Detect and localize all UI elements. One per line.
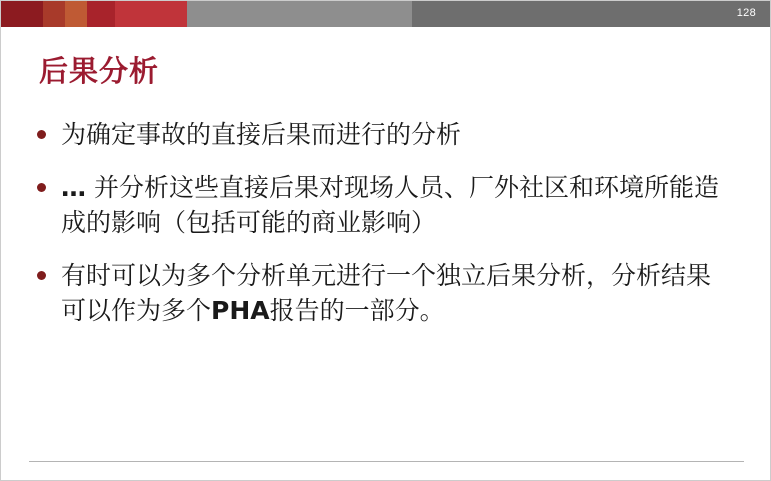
page-title: 后果分析 <box>39 54 160 88</box>
bullet-text-3-part-1: PHA <box>211 296 270 325</box>
bar-segment-gray-light <box>187 1 412 27</box>
bullet-text-2-part-1: 并分析这些直接后果对现场人员、厂外社区和环境所能造成的影响（包括可能的商业影响） <box>61 173 719 237</box>
bullet-text-3-part-0: 有时可以为多个分析单元进行一个独立后果分析，分析结果可以作为多个 <box>61 261 712 325</box>
bullet-text-3-part-2: 报告的一部分。 <box>269 296 445 325</box>
bullet-dot-icon <box>37 130 46 139</box>
bullet-text-1 <box>61 117 727 152</box>
bullet-dot-icon <box>37 271 46 280</box>
bullet-dot-icon <box>37 183 46 192</box>
bar-segment-red <box>115 1 187 27</box>
bar-segment-orange <box>65 1 87 27</box>
bullet-text-2-part-0: … <box>61 173 86 202</box>
bar-segment-crimson <box>87 1 115 27</box>
bullet-text-2 <box>61 170 727 240</box>
bullet-text-3 <box>61 258 727 328</box>
bar-segment-gray-dark <box>412 1 771 27</box>
list-item <box>37 258 727 328</box>
decorative-top-bar <box>1 1 771 27</box>
list-item <box>37 117 727 152</box>
bar-segment-dark-red <box>1 1 43 27</box>
slide-number: 128 <box>736 7 756 19</box>
bullet-text-1-part-0: 为确定事故的直接后果而进行的分析 <box>61 120 462 149</box>
bullet-list <box>37 117 727 346</box>
list-item <box>37 170 727 240</box>
bar-segment-rust <box>43 1 65 27</box>
bottom-divider <box>29 461 744 462</box>
